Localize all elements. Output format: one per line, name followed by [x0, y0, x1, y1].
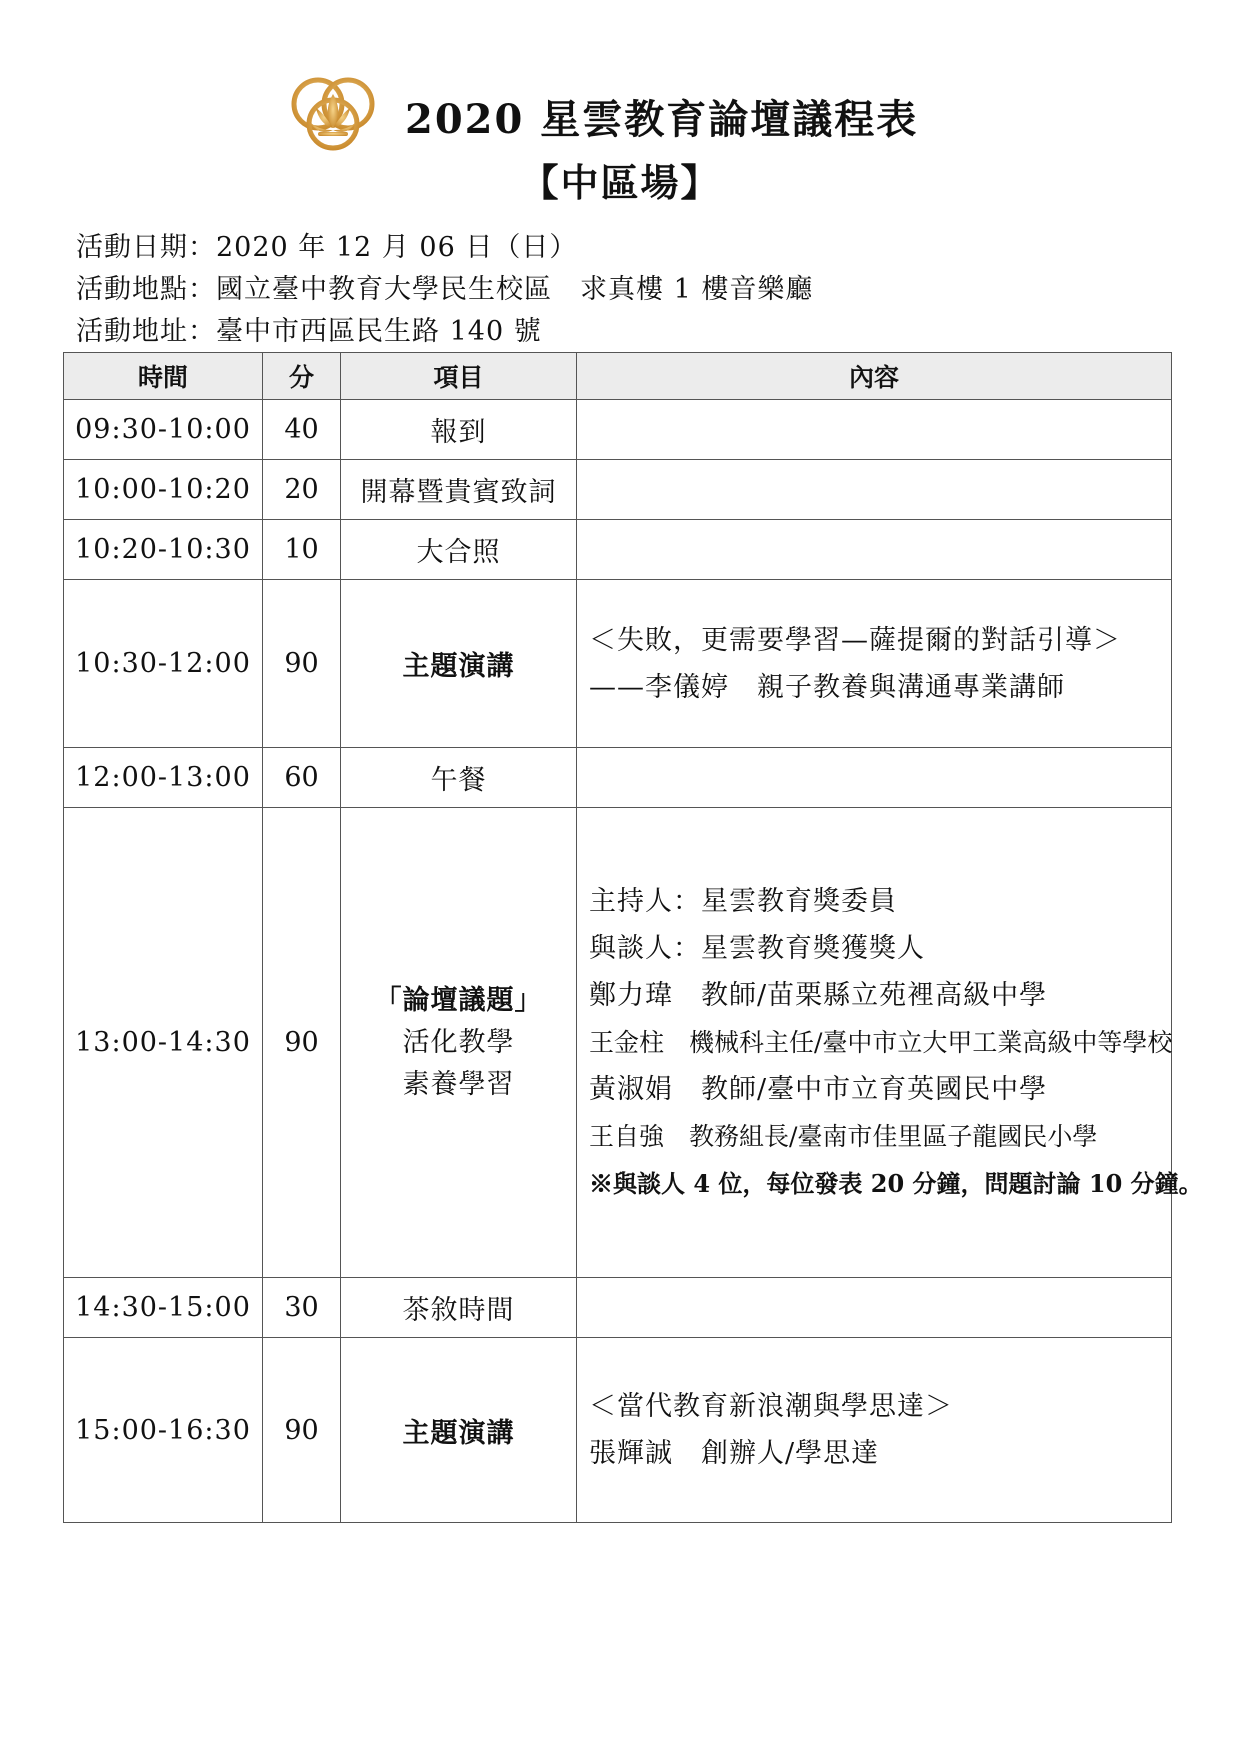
row-minutes: 90 — [263, 580, 341, 748]
table-row — [64, 400, 1172, 460]
row-item: 主題演講 — [341, 1338, 577, 1523]
row-minutes: 30 — [263, 1278, 341, 1338]
row-item: 大合照 — [341, 520, 577, 580]
page-title: 2020 星雲教育論壇議程表 — [405, 96, 919, 143]
event-venue: 活動地點：國立臺中教育大學民生校區 求真樓 1 樓音樂廳 — [76, 274, 814, 305]
content-line: 與談人：星雲教育獎獲獎人 — [589, 933, 925, 964]
row-minutes: 90 — [263, 1338, 341, 1523]
table-row — [64, 748, 1172, 808]
row-time: 13:00-14:30 — [64, 808, 263, 1278]
panel-note: ※與談人 4 位，每位發表 20 分鐘，問題討論 10 分鐘。 — [589, 1169, 1203, 1198]
row-content — [577, 400, 1172, 460]
header-content: 內容 — [577, 353, 1172, 400]
page-subtitle: 【中區場】 — [520, 160, 721, 205]
content-line: ＜失敗，更需要學習—薩提爾的對話引導＞ — [589, 624, 1121, 656]
row-time: 12:00-13:00 — [64, 748, 263, 808]
table-header-row — [64, 353, 1172, 400]
row-time: 15:00-16:30 — [64, 1338, 263, 1523]
table-row — [64, 1338, 1172, 1523]
row-item: 茶敘時間 — [341, 1278, 577, 1338]
header-time: 時間 — [64, 353, 263, 400]
row-item: 報到 — [341, 400, 577, 460]
event-date: 活動日期：2020 年 12 月 06 日（日） — [76, 232, 578, 263]
table-row — [64, 580, 1172, 748]
content-line: 張輝誠 創辦人/學思達 — [589, 1438, 880, 1469]
row-minutes: 90 — [263, 808, 341, 1278]
agenda-table — [63, 352, 1203, 1523]
row-content — [577, 580, 1172, 748]
row-content — [577, 1278, 1172, 1338]
row-time: 10:00-10:20 — [64, 460, 263, 520]
row-minutes: 60 — [263, 748, 341, 808]
lotus-logo-icon — [288, 72, 378, 154]
header-item: 項目 — [341, 353, 577, 400]
row-content — [577, 460, 1172, 520]
table-row — [64, 520, 1172, 580]
table-row — [64, 808, 1172, 1278]
row-minutes: 20 — [263, 460, 341, 520]
row-item: 主題演講 — [341, 580, 577, 748]
row-item: 開幕暨貴賓致詞 — [341, 460, 577, 520]
row-time: 14:30-15:00 — [64, 1278, 263, 1338]
row-content — [577, 748, 1172, 808]
header-minutes: 分 — [263, 353, 341, 400]
content-line: 鄭力瑋 教師/苗栗縣立苑裡高級中學 — [589, 980, 1048, 1011]
row-content — [577, 808, 1203, 1278]
content-line: ——李儀婷 親子教養與溝通專業講師 — [589, 671, 1065, 703]
table-row — [64, 460, 1172, 520]
row-time: 10:30-12:00 — [64, 580, 263, 748]
content-line: 主持人：星雲教育獎委員 — [589, 886, 897, 917]
content-line: ＜當代教育新浪潮與學思達＞ — [589, 1391, 953, 1422]
event-address: 活動地址：臺中市西區民生路 140 號 — [76, 316, 542, 347]
content-line: 黃淑娟 教師/臺中市立育英國民中學 — [589, 1074, 1048, 1105]
row-content — [577, 520, 1172, 580]
row-time: 09:30-10:00 — [64, 400, 263, 460]
item-line: 素養學習 — [402, 1068, 515, 1100]
table-row — [64, 1278, 1172, 1338]
row-minutes: 10 — [263, 520, 341, 580]
row-item: 午餐 — [341, 748, 577, 808]
row-content — [577, 1338, 1172, 1523]
item-line: 活化教學 — [402, 1026, 515, 1058]
row-minutes: 40 — [263, 400, 341, 460]
content-line: 王自強 教務組長/臺南市佳里區子龍國民小學 — [589, 1122, 1098, 1151]
row-time: 10:20-10:30 — [64, 520, 263, 580]
item-line: 「論壇議題」 — [374, 984, 543, 1016]
row-item — [341, 808, 577, 1278]
content-line: 王金柱 機械科主任/臺中市立大甲工業高級中等學校 — [589, 1028, 1173, 1057]
